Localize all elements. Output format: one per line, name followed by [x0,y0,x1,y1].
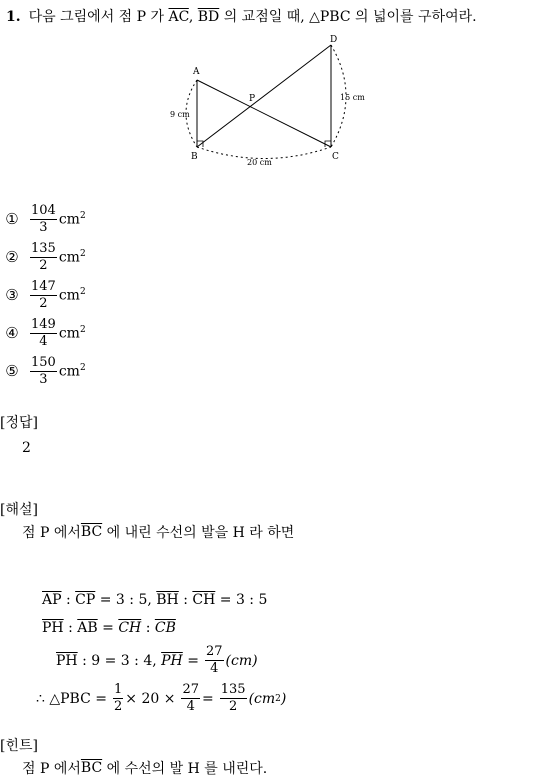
equation-1: $\overline{AP}$ : $\overline{CP}$ = 3 : 5, $\overline{BH}$ : $\overline{CH}$ = 3 : 5 [42,592,268,608]
choice-unit: $cm^2$ [58,210,86,228]
question-number: 1. [6,9,21,25]
choice-unit: $cm^2$ [58,324,86,342]
segment-ac: $\overline{AC}$ [168,9,189,25]
choice-3[interactable] [0,276,86,314]
choice-fraction: $\frac{150}{3}$ [31,354,56,387]
choice-marker: ② [5,248,19,266]
choice-1[interactable] [0,200,86,238]
choice-unit: $cm^2$ [58,248,86,266]
explanation-intro: 점 P 에서 $\overline{BC}$ 에 내린 수선의 발을 H 라 하면 [22,524,295,541]
label-c: C [332,152,339,162]
choice-marker: ⑤ [5,362,19,380]
choice-unit: $cm^2$ [58,286,86,304]
segment-bd: $\overline{BD}$ [197,9,220,25]
choice-fraction: $\frac{104}{3}$ [31,202,56,235]
choice-unit: $cm^2$ [58,362,86,380]
length-cd: 15 cm [340,93,365,102]
label-p: P [249,94,256,104]
choice-marker: ③ [5,286,19,304]
label-b: B [191,152,198,162]
equation-3: $\overline{PH}$ : 9 = 3 : 4, $\overline{PH}$ = $\frac{27}{4}$ (cm) [56,644,258,676]
choice-5[interactable] [0,352,86,390]
equation-2: $\overline{PH}$ : $\overline{AB}$ = $\overline{CH}$ : $\overline{CB}$ [42,620,176,636]
choice-fraction: $\frac{149}{4}$ [31,316,56,349]
choice-fraction: $\frac{135}{2}$ [31,240,56,273]
equation-4: ∴ △PBC = $\frac{1}{2}$ × 20 × $\frac{27}{4}$ = $\frac{135}{2}$ (cm 2 ) [36,682,287,714]
hint-text: 점 P 에서 $\overline{BC}$ 에 수선의 발 H 를 내린다. [22,760,268,777]
geometry-figure [165,30,375,170]
label-d: D [330,35,338,45]
length-ab: 9 cm [170,110,190,119]
length-bc: 20 cm [247,158,272,167]
hint-header: [힌트] [0,738,38,754]
explanation-header: [해설] [0,502,38,518]
choice-fraction: $\frac{147}{2}$ [31,278,56,311]
answer-header: [정답] [0,415,38,431]
choice-marker: ④ [5,324,19,342]
choice-marker: ① [5,210,19,228]
question-text: 1. 다음 그림에서 점 P 가 $\overline{AC}$, $\overline{BD}$ 의 교점일 때, △PBC 의 넓이를 구하여라. [6,9,477,25]
label-a: A [193,67,200,77]
choice-4[interactable] [0,314,86,352]
choice-2[interactable] [0,238,86,276]
answer-value: 2 [22,440,31,456]
